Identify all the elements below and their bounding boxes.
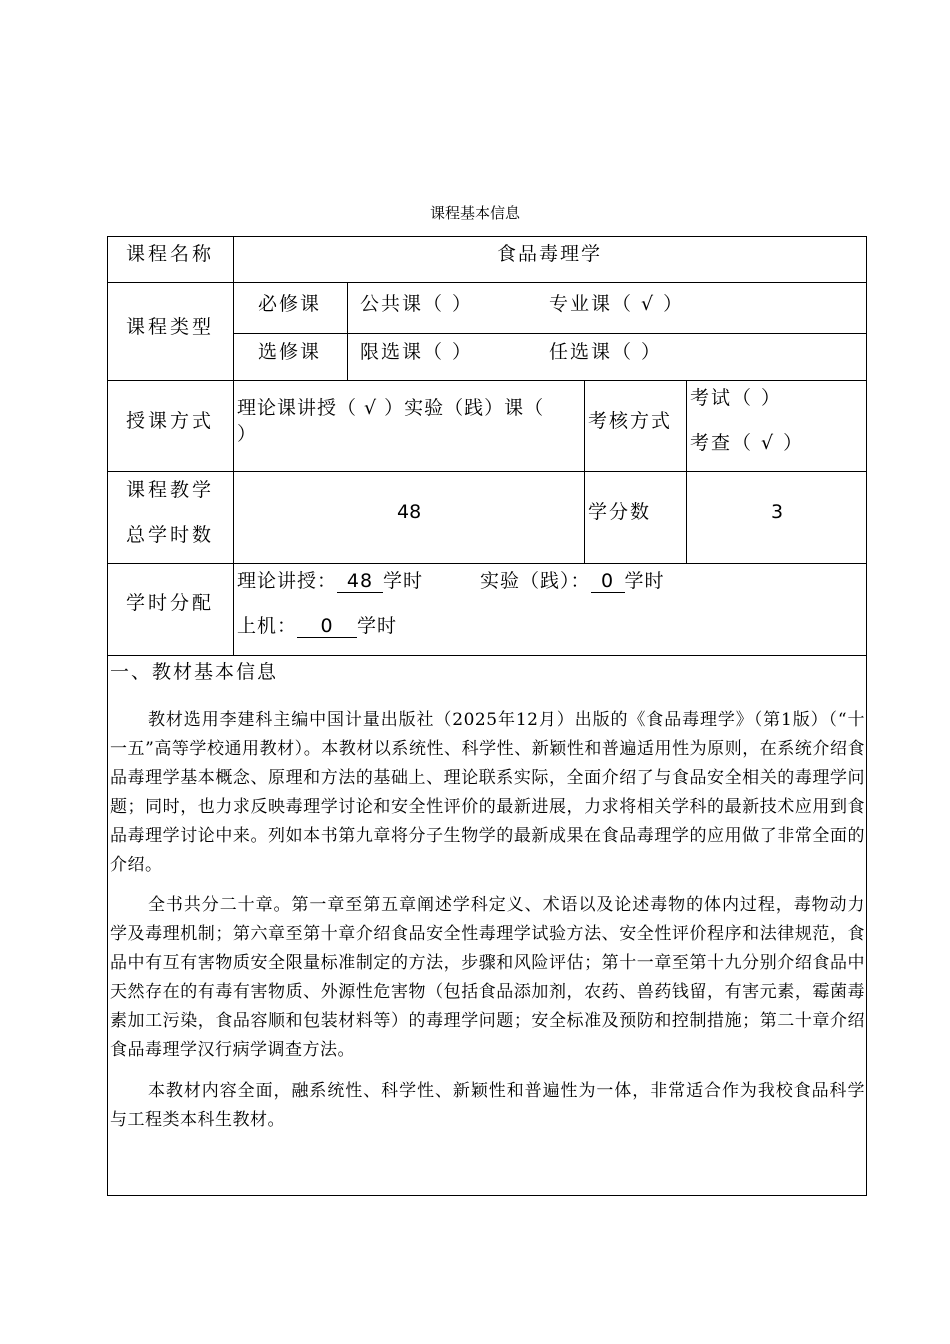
- theory-hours-line: [237, 569, 423, 593]
- theory-hours-value: 48: [337, 570, 383, 593]
- row-divider: [107, 655, 867, 656]
- textbook-paragraph: 全书共分二十章。第一章至第五章阐述学科定义、术语以及论述毒物的体内过程，毒物动力学及毒理机制；第六章至第十章介绍食品安全性毒理学试验方法、安全性评价程序和法律规范，食品中有互有害物质安全限量标准制定的方法，步骤和风险评估；第十一章至第十九分别介绍食品中天然存在的有毒有害物质、外源性危害物（包括食品添加剂，农药、兽药钱留，有害元素，霉菌毒素加工污染，食品容顺和包装材料等）的毒理学问题；安全标准及预防和控制措施；第二十章介绍食品毒理学汉行病学调查方法。: [110, 895, 865, 1060]
- column-divider: [347, 282, 348, 380]
- row-divider: [107, 563, 867, 564]
- computer-hours-value: 0: [297, 615, 357, 638]
- free-elective-option: 任选课（ ）: [549, 341, 663, 363]
- assessment-check-option: 考查（ √ ）: [690, 432, 805, 454]
- course-name-label: 课程名称: [126, 243, 215, 265]
- lab-hours-label: 实验（践）：: [480, 570, 591, 592]
- theory-hours-label: 理论讲授：: [237, 570, 338, 592]
- teaching-mode-label: 授课方式: [126, 410, 215, 432]
- row-divider: [107, 282, 867, 283]
- column-divider: [584, 380, 585, 563]
- textbook-section-heading: 一、教材基本信息: [110, 661, 279, 683]
- public-course-option: 公共课（ ）: [360, 293, 474, 315]
- teaching-mode-line2: ）: [237, 423, 257, 445]
- table-caption: 课程基本信息: [429, 204, 520, 222]
- row-divider: [107, 471, 867, 472]
- assessment-label: 考核方式: [588, 410, 673, 432]
- total-hours-label-line2: 总学时数: [126, 524, 215, 546]
- computer-hours-label: 上机：: [237, 615, 298, 637]
- major-course-option: 专业课（ √ ）: [549, 293, 685, 315]
- credits-label: 学分数: [588, 501, 652, 523]
- lab-hours-unit: 学时: [624, 570, 665, 592]
- assessment-exam-option: 考试（ ）: [690, 387, 783, 409]
- required-course-label: 必修课: [258, 293, 322, 315]
- column-divider: [233, 236, 234, 655]
- column-divider: [686, 380, 687, 563]
- course-type-label: 课程类型: [126, 316, 215, 338]
- credits-value: 3: [771, 501, 784, 523]
- elective-course-label: 选修课: [258, 341, 322, 363]
- row-divider: [233, 333, 867, 334]
- teaching-mode-line1: 理论课讲授（ √ ）实验（践）课（: [237, 397, 545, 419]
- total-hours-label-line1: 课程教学: [126, 479, 215, 501]
- total-hours-value: 48: [397, 501, 422, 523]
- computer-hours-unit: 学时: [357, 615, 398, 637]
- row-divider: [107, 380, 867, 381]
- lab-hours-line: [480, 569, 665, 593]
- computer-hours-line: [237, 614, 397, 638]
- textbook-paragraph: 本教材内容全面，融系统性、科学性、新颖性和普遍性为一体，非常适合作为我校食品科学与工程类本科生教材。: [110, 1081, 865, 1130]
- hours-allocation-label: 学时分配: [126, 592, 215, 614]
- limited-elective-option: 限选课（ ）: [360, 341, 474, 363]
- textbook-paragraph: 教材选用李建科主编中国计量出版社（2025年12月）出版的《食品毒理学》（第1版）（“十一五”高等学校通用教材）。本教材以系统性、科学性、新颖性和普遍适用性为原则，在系统介绍食品毒理学基本概念、原理和方法的基础上、理论联系实际，全面介绍了与食品安全相关的毒理学问题；同时，也力求反映毒理学讨论和安全性评价的最新进展，力求将相关学科的最新技术应用到食品毒理学讨论中来。列如本书第九章将分子生物学的最新成果在食品毒理学的应用做了非常全面的介绍。: [110, 710, 865, 875]
- course-name-value: 食品毒理学: [497, 243, 603, 265]
- lab-hours-value: 0: [591, 570, 625, 593]
- theory-hours-unit: 学时: [383, 570, 424, 592]
